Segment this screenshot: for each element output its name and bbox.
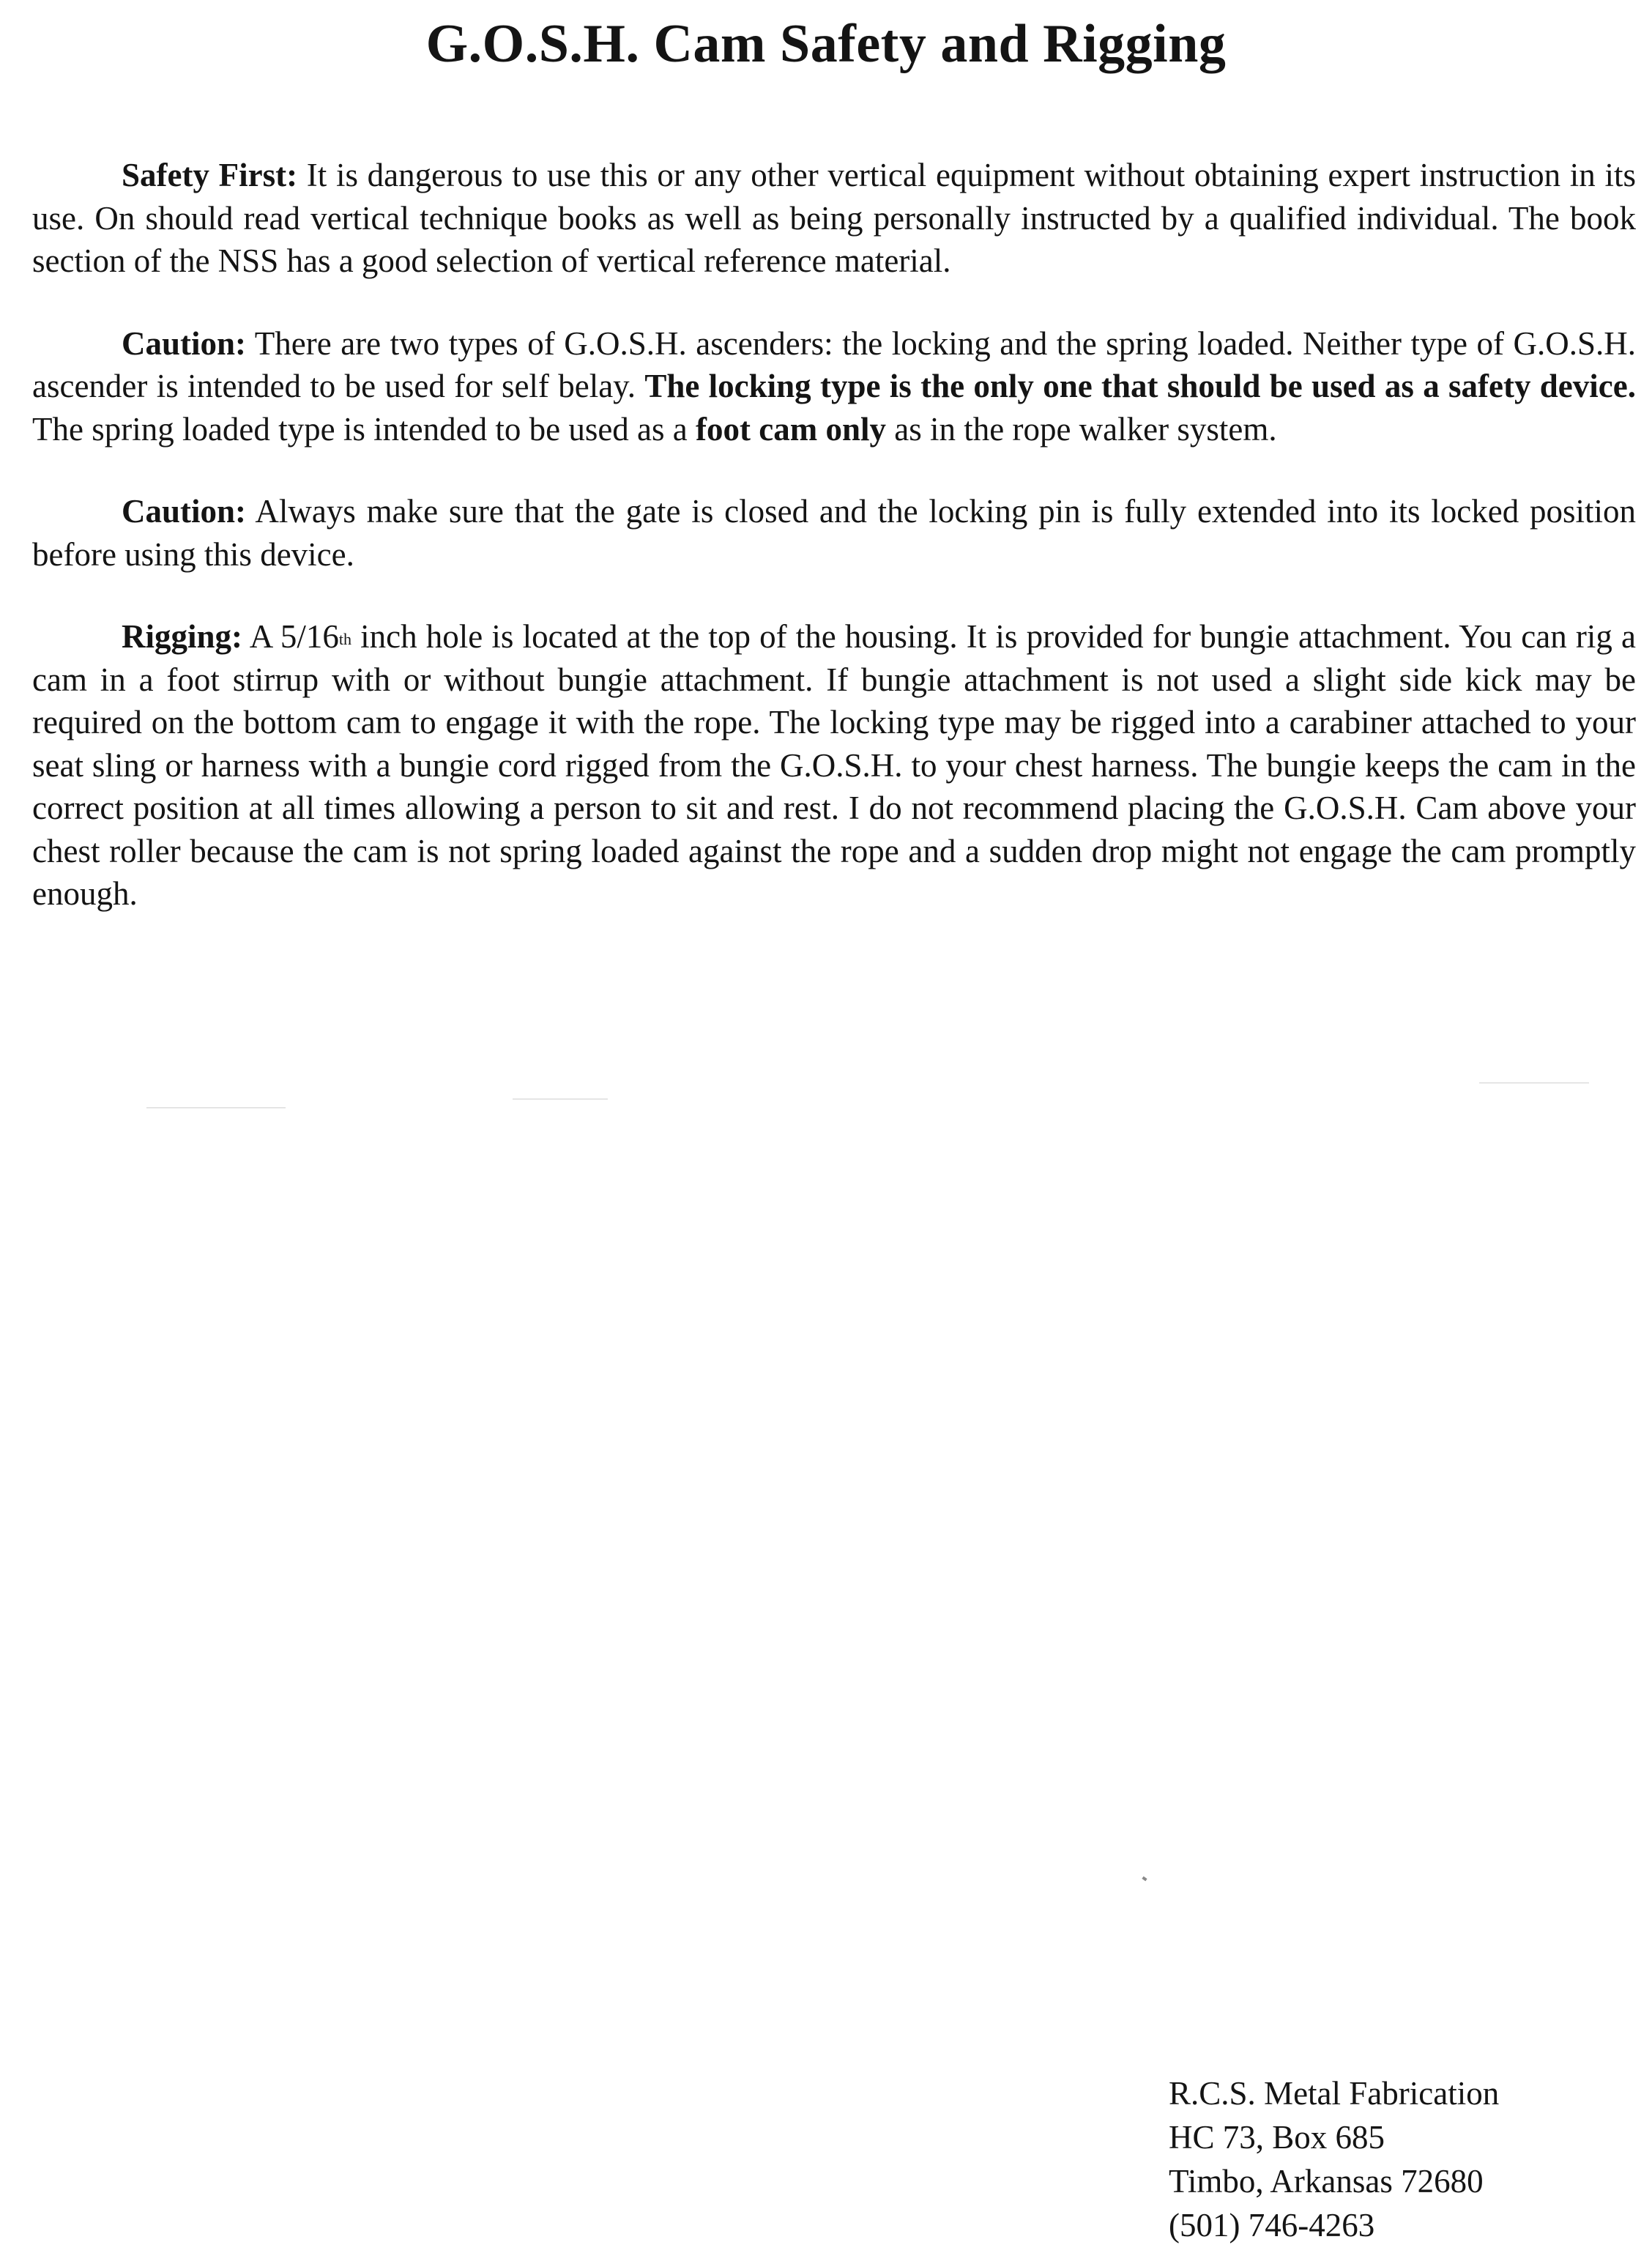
paragraph-lead: Rigging: bbox=[122, 618, 243, 655]
paragraph-bold-text: The locking type is the only one that should be used as a safety device. bbox=[644, 368, 1636, 404]
address-company-name: R.C.S. Metal Fabrication bbox=[1169, 2075, 1500, 2112]
document-body bbox=[32, 154, 1636, 955]
scan-artifact-speck bbox=[1142, 1877, 1147, 1882]
paragraph-lead: Caution: bbox=[122, 493, 247, 530]
paragraph-text: Always make sure that the gate is closed and the locking pin is fully extended into its locked position before using this device. bbox=[32, 493, 1636, 573]
paragraph-lead: Caution: bbox=[122, 324, 247, 362]
paragraph-text: A 5/16 bbox=[242, 618, 339, 655]
paragraph-caution-types bbox=[32, 322, 1636, 451]
address-phone: (501) 746-4263 bbox=[1169, 2207, 1375, 2243]
paragraph-text: inch hole is located at the top of the housing. It is provided for bungie attachment. You can rig a cam in a foot stirrup with or without bungie attachment. If bungie attachment is not used a slight side kick may be required on the bottom cam to engage it with the rope. The locking type may be rigged into a carabiner attached to your seat sling or harness with a bungie cord rigged from the G.O.S.H. to your chest harness. The bungie keeps the cam in the correct position at all times allowing a person to sit and rest. I do not recommend placing the G.O.S.H. Cam above your chest roller because the cam is not spring loaded against the rope and a sudden drop might not engage the cam promptly enough. bbox=[32, 618, 1636, 912]
paragraph-lead: Safety First: bbox=[122, 157, 298, 193]
paragraph-text: It is dangerous to use this or any other vertical equipment without obtaining expert instruction in its use. On should read vertical technique books as well as being personally instructed by a qualified individual. The book section of the NSS has a good selection of vertical reference material. bbox=[32, 157, 1636, 279]
superscript-text: th bbox=[338, 630, 351, 648]
paragraph-caution-gate bbox=[32, 490, 1636, 576]
paragraph-rigging bbox=[32, 615, 1636, 916]
company-address bbox=[1169, 2071, 1499, 2247]
paragraph-bold-text: foot cam only bbox=[696, 410, 886, 448]
paragraph-text: as in the rope walker system. bbox=[886, 410, 1277, 448]
address-street: HC 73, Box 685 bbox=[1169, 2119, 1385, 2156]
scan-artifact-line bbox=[146, 1107, 286, 1108]
paragraph-text: There are two types of G.O.S.H. ascenders: the locking and the spring loaded. Neither type of G.O.S.H. ascender is intended to be used for self belay. bbox=[32, 324, 1636, 404]
paragraph-text: The spring loaded type is intended to be used as a bbox=[32, 410, 696, 448]
document-title: G.O.S.H. Cam Safety and Rigging bbox=[425, 14, 1227, 74]
address-city-state-zip: Timbo, Arkansas 72680 bbox=[1169, 2163, 1484, 2200]
paragraph-safety-first bbox=[32, 154, 1636, 283]
